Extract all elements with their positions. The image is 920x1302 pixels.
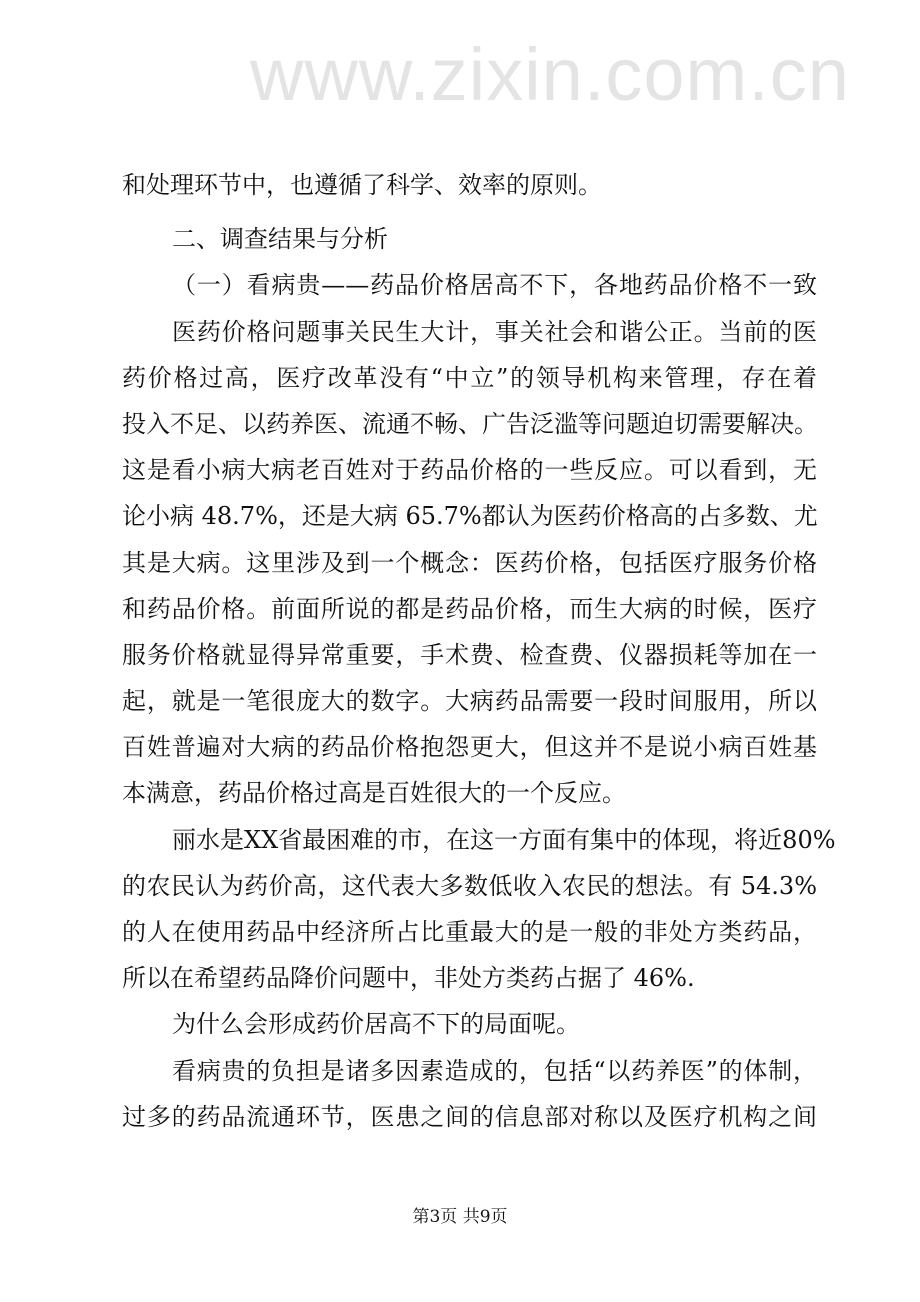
text-line: 本满意，药品价格过高是百姓很大的一个反应。	[122, 779, 626, 808]
document-body	[122, 162, 836, 1140]
text-line: 药价格过高，医疗改革没有“中立”的领导机构来管理，存在着	[122, 363, 817, 392]
watermark: www.zixin.com.cn	[250, 33, 850, 116]
text-line: 医药价格问题事关民生大计，事关社会和谐公正。当前的医	[172, 317, 817, 346]
text-line: 和处理环节中，也遵循了科学、效率的原则。	[122, 171, 602, 199]
text-line: 和药品价格。前面所说的都是药品价格，而生大病的时候，医疗	[122, 594, 817, 623]
text-line: 的人在使用药品中经济所占比重最大的是一般的非处方类药品，	[122, 918, 817, 946]
text-line: 二、调查结果与分析	[172, 225, 388, 254]
text-line: 丽水是XX省最困难的市，在这一方面有集中的体现，将近80%	[172, 825, 836, 854]
text-line: 过多的药品流通环节，医患之间的信息部对称以及医疗机构之间	[122, 1102, 817, 1131]
text-line: 服务价格就显得异常重要，手术费、检查费、仪器损耗等加在一	[122, 640, 817, 669]
text-line: （一）看病贵——药品价格居高不下，各地药品价格不一致	[172, 271, 817, 300]
text-line: 其是大病。这里涉及到一个概念：医药价格，包括医疗服务价格	[122, 548, 817, 577]
page-footer: 第3页 共9页	[412, 1207, 508, 1227]
text-line: 所以在希望药品降价问题中，非处方类药占据了 46%.	[122, 964, 695, 993]
text-line: 为什么会形成药价居高不下的局面呢。	[172, 1010, 580, 1039]
text-line: 看病贵的负担是诸多因素造成的，包括“以药养医”的体制，	[172, 1056, 817, 1085]
text-line: 百姓普遍对大病的药品价格抱怨更大，但这并不是说小病百姓基	[122, 733, 817, 762]
text-line: 投入不足、以药养医、流通不畅、广告泛滥等问题迫切需要解决。	[122, 409, 818, 438]
text-line: 论小病 48.7%，还是大病 65.7%都认为医药价格高的占多数、尤	[122, 502, 818, 531]
text-line: 这是看小病大病老百姓对于药品价格的一些反应。可以看到，无	[122, 456, 817, 485]
text-line: 的农民认为药价高，这代表大多数低收入农民的想法。有 54.3%	[122, 871, 817, 900]
text-line: 起，就是一笔很庞大的数字。大病药品需要一段时间服用，所以	[122, 687, 817, 716]
